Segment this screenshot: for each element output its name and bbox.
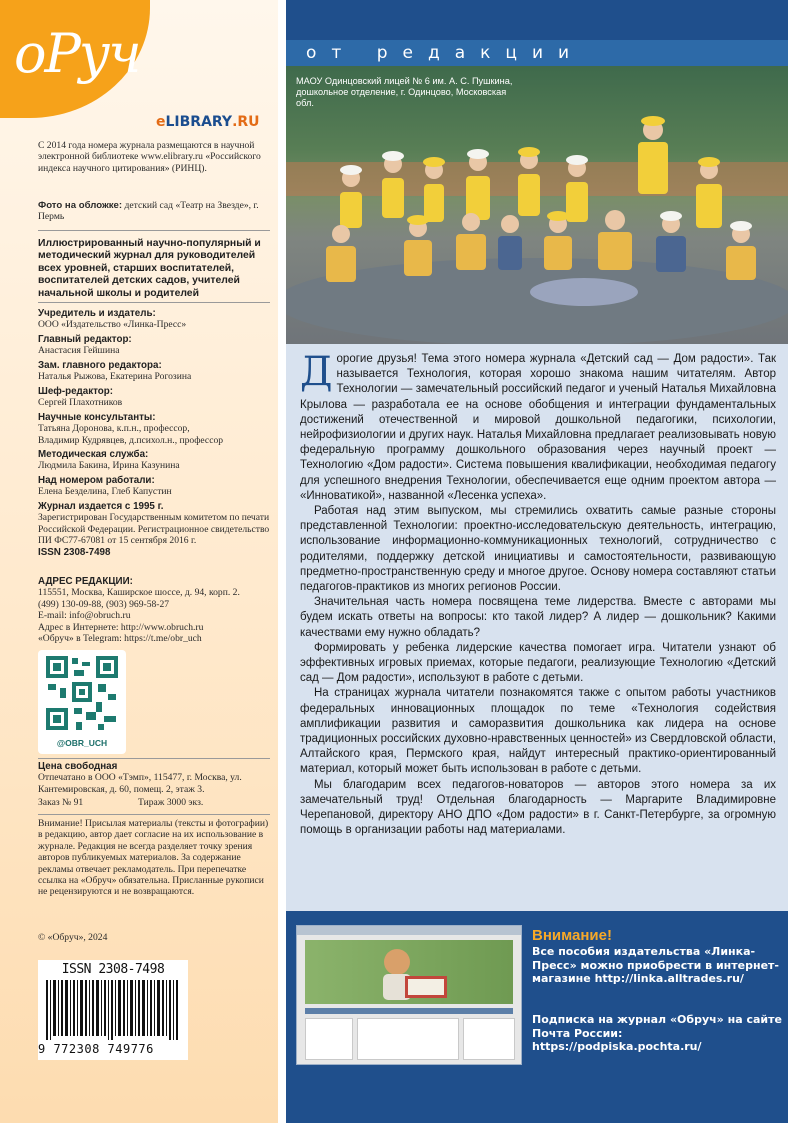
- article-paragraph: Формировать у ребенка лидерские качества помогает игра. Читатели узнают об эффективных игровых приемах, которые педагоги, реализующие Технологию «Детский сад — Дом радости», используют в работе с детьми.: [300, 641, 776, 685]
- girl-reading-illustration: [305, 940, 513, 1004]
- article-paragraph: Дорогие друзья! Тема этого номера журнала «Детский сад — Дом радости». Так называется Технология, которая хорошо знакома нашим читателям. Автор Технологии — замечательный российский педагог и ученый Наталья Михайловна Крылова — разработала ее на основе обобщения и интеграции фундаментальных достижений отечественной и мировой дошкольной педагогики, психологии, нейрофизиологии и других наук. Наталья Михайловна предлагает реализовывать новую федеральную программу дошкольного образования через научный проект — Технологию «Дом радости». Система повышения квалификации, необходимая педагогу для успешного внедрения Технологии, обеспечивается еще одним проектом автора — «Инноватикой», названной «Лесенка успеха».: [300, 349, 776, 502]
- elibrary-logo: eLIBRARY.RU: [156, 114, 260, 130]
- browser-bar: [297, 926, 521, 935]
- ad-shop-text[interactable]: Все пособия издательства «Линка-Пресс» можно приобрести в интернет-магазине http://linka.alltrades.ru/: [532, 945, 779, 986]
- divider: [38, 814, 270, 815]
- website-block: [357, 1018, 459, 1060]
- divider: [38, 302, 270, 303]
- kindergarten-photo: [286, 66, 788, 344]
- print-info: Цена свободная Отпечатано в ООО «Тэмп», 115477, г. Москва, ул. Кантемировская, д. 60, помещ. 2, этаж 3.: [38, 761, 242, 795]
- section-header: [286, 40, 788, 66]
- registration: Журнал издается с 1995 г. Зарегистрирован Государственным комитетом по печати Российской Федерации. Регистрационное свидетельство ПИ ФС77-67081 от 15 сентября 2016 г. ISSN 2308-7498: [38, 501, 270, 558]
- elibrary-note: С 2014 года номера журнала размещаются в научной электронной библиотеке www.elibrary.ru «Российского индекса научного цитирования» (РИНЦ).: [38, 140, 261, 174]
- barcode-issn: ISSN 2308-7498: [61, 962, 165, 977]
- website-block: [305, 1018, 353, 1060]
- worked-on-issue: Над номером работали: Елена Безделина, Глеб Капустин: [38, 475, 172, 498]
- article-paragraph: Работая над этим выпуском, мы стремились охватить самые разные стороны представленной Технологии: проектно-исследовательскую деятельность, интеграцию, использование информационно-коммуникационных технологий, сотрудничество с родителями, поддержку детской инициативы и самостоятельности, развивающую предметно-пространственную среду и многое другое. Основу номера составляют статьи педагогов-практиков из многих регионов России.: [300, 505, 776, 594]
- telegram-handle: @OBR_UCH: [56, 738, 108, 748]
- article-text: [300, 349, 776, 839]
- shef-editor: Шеф-редактор: Сергей Плахотников: [38, 386, 123, 409]
- copyright: © «Обруч», 2024: [38, 932, 108, 943]
- barcode-bars: [46, 980, 180, 1040]
- ad-title: Внимание!: [532, 927, 612, 944]
- photo-caption: МАОУ Одинцовский лицей № 6 им. А. С. Пушкина, дошкольное отделение, г. Одинцово, Московская обл.: [296, 76, 513, 109]
- divider: [38, 230, 270, 231]
- drop-cap: Д: [300, 349, 333, 395]
- logo: oРуч: [14, 22, 140, 85]
- print-run: Тираж 3000 экз.: [138, 797, 204, 808]
- editorial-notice: Внимание! Присылая материалы (тексты и фотографии) в редакцию, автор дает согласие на их использование в журнале. Редакция не всегда разделяет точку зрения авторов публикуемых материалов. За содержание рекламы отвечает рекламодатель. При перепечатке ссылка на «Обруч» обязательна. Присланные рукописи не рецензируются и не возвращаются.: [38, 818, 269, 898]
- article-paragraph: Мы благодарим всех педагогов-новаторов — авторов этого номера за их замечательный труд! Отдельная благодарность — Маргарите Владимировне Черепановой, директору АНО ДПО «Дом радости» в г. Санкт-Петербурге, за огромную помощь в организации работы над материалами.: [300, 778, 776, 837]
- chief-editor: Главный редактор: Анастасия Гейшина: [38, 334, 132, 357]
- advertisement: [286, 911, 788, 1123]
- website-nav: [305, 1008, 513, 1014]
- sidebar: [0, 0, 278, 1123]
- deputy-editor: Зам. главного редактора: Наталья Рыжова, Екатерина Рогозина: [38, 360, 192, 383]
- consultants: Научные консультанты: Татьяна Доронова, к.п.н., профессор, Владимир Кудрявцев, д.психол.н., профессор: [38, 412, 224, 446]
- editorial-article: [286, 344, 788, 911]
- website-banner: [305, 940, 513, 1004]
- founder: Учредитель и издатель: ООО «Издательство «Линка-Пресс»: [38, 308, 187, 331]
- issn-barcode: [38, 960, 188, 1060]
- section-title: от редакции: [306, 43, 585, 63]
- cover-credit: Фото на обложке: детский сад «Театр на Звезде», г. Пермь: [38, 200, 259, 223]
- telegram-qr-code[interactable]: [38, 650, 126, 754]
- ad-subscription-text[interactable]: Подписка на журнал «Обруч» на сайте Почта России: https://podpiska.pochta.ru/: [532, 1013, 782, 1054]
- article-paragraph: На страницах журнала читатели познакомятся также с опытом работы участников федеральных инновационных площадок по теме «Технология содействия амплификации развития и саморазвития дошкольника как лидера на основе традиционных российских духовно-нравственных ценностей» из Свердловской области, Алтайского края, Пермского края, найдут интересный практико-ориентированный материал, который может быть использован в работе с детьми.: [300, 687, 776, 776]
- barcode-digits: 9 772308 749776: [38, 1042, 154, 1056]
- order-number: Заказ № 91: [38, 797, 84, 808]
- website-block: [463, 1018, 515, 1060]
- website-screenshot: [296, 925, 522, 1065]
- divider: [38, 758, 270, 759]
- journal-description: Иллюстрированный научно-популярный и методический журнал для руководителей всех уровней, старших воспитателей, воспитателей детских садов, учителей начальной школы и родителей: [38, 238, 261, 299]
- article-paragraph: Значительная часть номера посвящена теме лидерства. Вместе с авторами мы будем искать ответы на вопросы: кто такой лидер? А лидер — дошкольник? Какими качествами ему нужно обладать?: [300, 596, 776, 639]
- editorial-address: АДРЕС РЕДАКЦИИ: 115551, Москва, Каширское шоссе, д. 94, корп. 2. (499) 130-09-88, (903) 969-58-27 E-mail: info@obruch.ru Адрес в Интернете: http://www.obruch.ru «Обруч» в Telegram: https://t.me/obr_uch: [38, 576, 240, 645]
- qr-code-icon: [46, 656, 118, 736]
- method-service: Методическая служба: Людмила Бакина, Ирина Казунина: [38, 449, 180, 472]
